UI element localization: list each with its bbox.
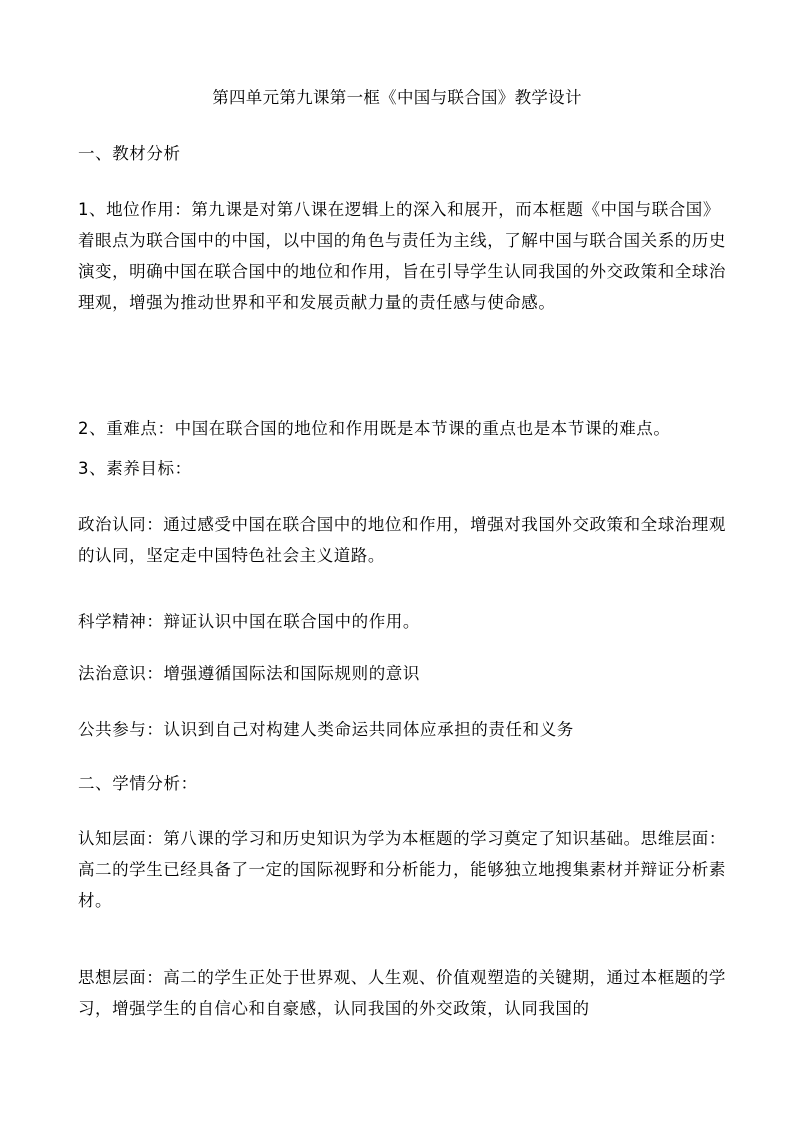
document-title: 第四单元第九课第一框《中国与联合国》教学设计: [212, 88, 582, 107]
paragraph-public-participation: 公共参与：认识到自己对构建人类命运共同体应承担的责任和义务: [78, 720, 574, 739]
paragraph-political-identity: 政治认同：通过感受中国在联合国中的地位和作用，增强对我国外交政策和全球治理观的认同，坚定走中国特色社会主义道路。: [78, 515, 726, 565]
section-heading-textbook-analysis: 一、教材分析: [78, 144, 181, 163]
paragraph-key-difficult-points: 2、重难点：中国在联合国的地位和作用既是本节课的重点也是本节课的难点。: [78, 419, 671, 438]
paragraph-cognitive-level: 认知层面：第八课的学习和历史知识为学为本框题的学习奠定了知识基础。思维层面：高二的学生已经具备了一定的国际视野和分析能力，能够独立地搜集素材并辩证分析素材。: [78, 829, 726, 910]
paragraph-scientific-spirit: 科学精神：辩证认识中国在联合国中的作用。: [78, 612, 420, 631]
section-heading-learner-analysis: 二、学情分析：: [78, 774, 198, 793]
paragraph-literacy-goals-heading: 3、素养目标：: [78, 459, 192, 478]
paragraph-rule-of-law: 法治意识：增强遵循国际法和国际规则的意识: [78, 664, 420, 683]
paragraph-position-role: 1、地位作用：第九课是对第八课在逻辑上的深入和展开，而本框题《中国与联合国》着眼点为联合国中的中国，以中国的角色与责任为主线，了解中国与联合国关系的历史演变，明确中国在联合国中的地位和作用，旨在引导学生认同我国的外交政策和全球治理观，增强为推动世界和平和发展贡献力量的责任感与使命感。: [78, 200, 726, 312]
paragraph-ideological-level: 思想层面：高二的学生正处于世界观、人生观、价值观塑造的关键期，通过本框题的学习，增强学生的自信心和自豪感，认同我国的外交政策，认同我国的: [78, 968, 726, 1018]
